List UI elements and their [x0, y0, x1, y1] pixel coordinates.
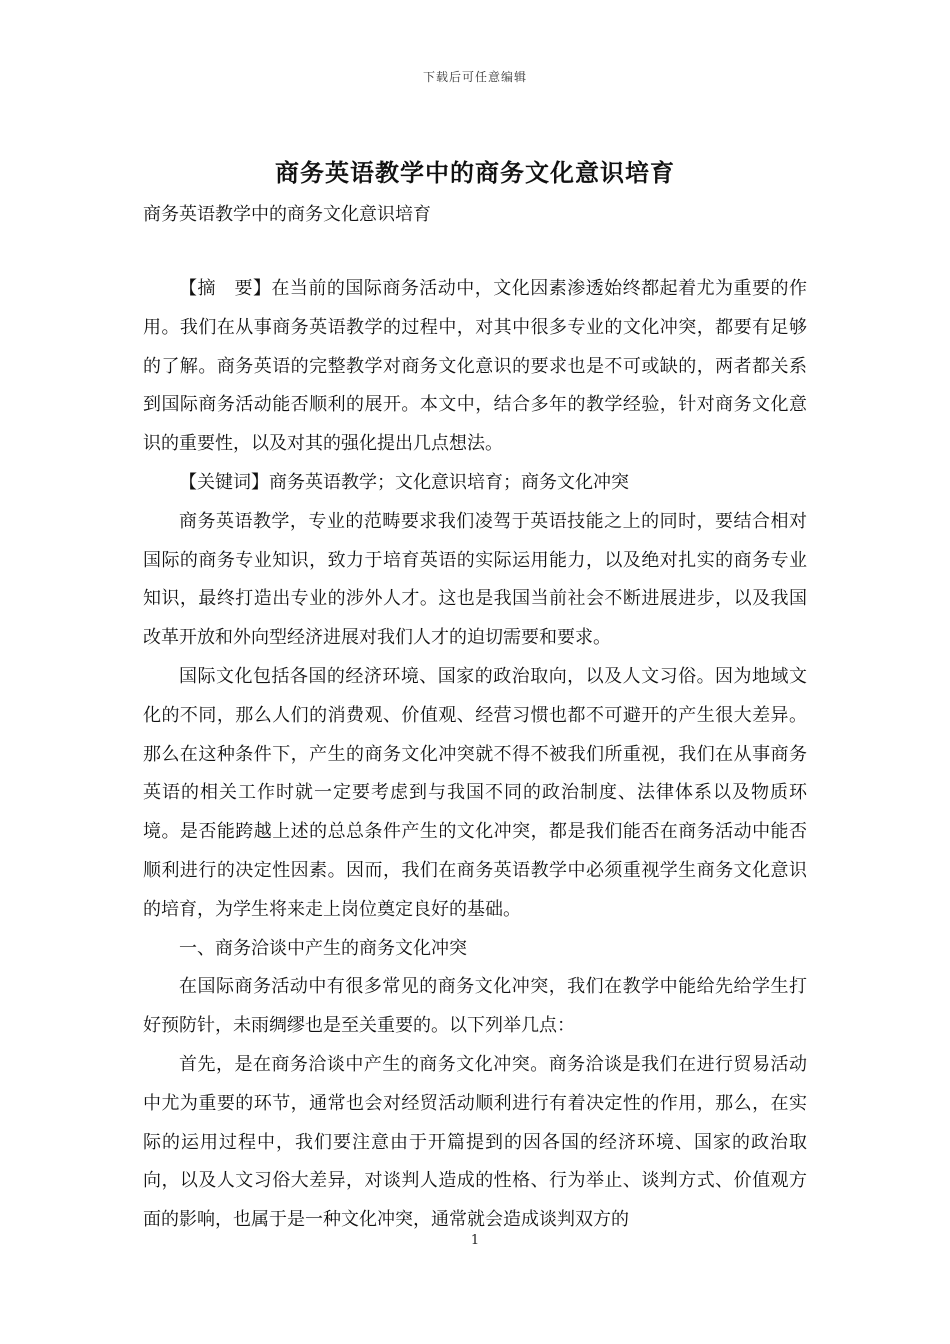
section-heading: 一、商务洽谈中产生的商务文化冲突: [179, 937, 467, 959]
document-title: 商务英语教学中的商务文化意识培育: [275, 158, 675, 187]
body-paragraph: 国际文化包括各国的经济环境、国家的政治取向，以及人文习俗。因为地域文化的不同，那么人们的消费观、价值观、经营习惯也都不可避开的产生很大差异。那么在这种条件下，产生的商务文化冲突就不得不被我们所重视，我们在从事商务英语的相关工作时就一定要考虑到与我国不同的政治制度、法律体系以及物质环境。是否能跨越上述的总总条件产生的文化冲突，都是我们能否在商务活动中能否顺利进行的决定性因素。因而，我们在商务英语教学中必须重视学生商务文化意识的培育，为学生将来走上岗位奠定良好的基础。: [143, 665, 807, 920]
body-paragraph: 在国际商务活动中有很多常见的商务文化冲突，我们在教学中能给先给学生打好预防针，未雨绸缪也是至关重要的。以下列举几点：: [143, 976, 807, 1037]
body-paragraph: 商务英语教学，专业的范畴要求我们凌驾于英语技能之上的同时，要结合相对国际的商务专业知识，致力于培育英语的实际运用能力，以及绝对扎实的商务专业知识，最终打造出专业的涉外人才。这也是我国当前社会不断进展进步，以及我国改革开放和外向型经济进展对我们人才的迫切需要和要求。: [143, 510, 807, 649]
body-paragraph: 首先，是在商务洽谈中产生的商务文化冲突。商务洽谈是我们在进行贸易活动中尤为重要的环节，通常也会对经贸活动顺利进行有着决定性的作用，那么，在实际的运用过程中，我们要注意由于开篇提到的因各国的经济环境、国家的政治取向，以及人文习俗大差异，对谈判人造成的性格、行为举止、谈判方式、价值观方面的影响，也属于是一种文化冲突，通常就会造成谈判双方的: [143, 1053, 807, 1231]
abstract-paragraph: 【摘 要】在当前的国际商务活动中，文化因素渗透始终都起着尤为重要的作用。我们在从事商务英语教学的过程中，对其中很多专业的文化冲突，都要有足够的了解。商务英语的完整教学对商务文化意识的要求也是不可或缺的，两者都关系到国际商务活动能否顺利的展开。本文中，结合多年的教学经验，针对商务文化意识的重要性，以及对其的强化提出几点想法。: [143, 278, 807, 455]
keywords-paragraph: 【关键词】商务英语教学；文化意识培育；商务文化冲突: [179, 471, 629, 493]
document-subtitle: 商务英语教学中的商务文化意识培育: [143, 204, 431, 225]
header-note: 下载后可任意编辑: [422, 70, 527, 84]
document-body: [143, 270, 807, 1240]
page-number: 1: [470, 1233, 480, 1248]
